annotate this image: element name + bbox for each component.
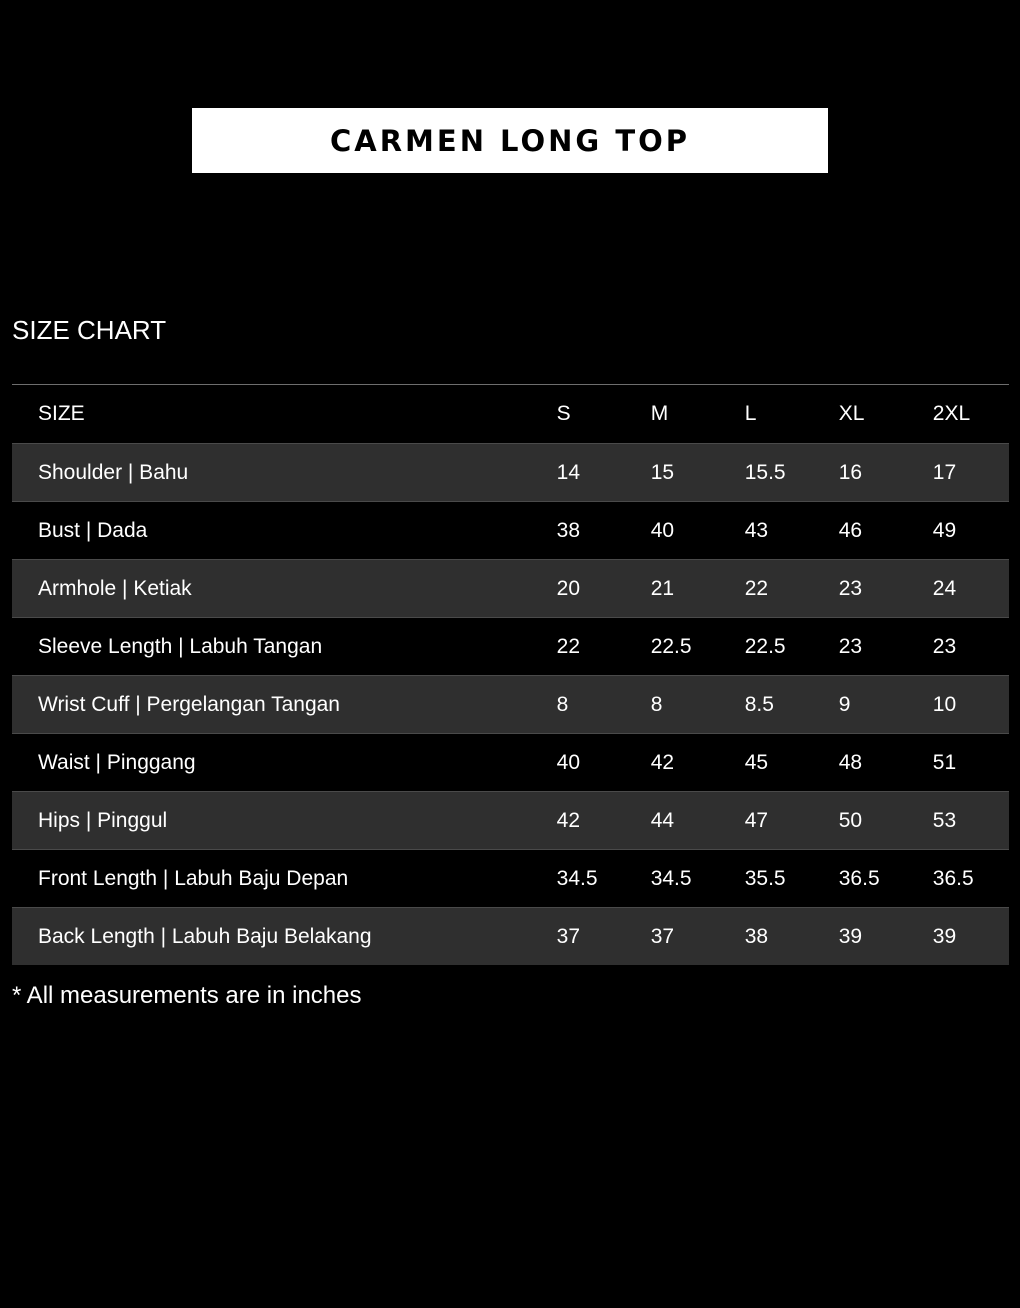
measurement-cell: 22.5 (744, 634, 786, 658)
measurement-cell: 48 (838, 750, 863, 774)
measurement-cell: 36.5 (838, 866, 880, 890)
row-label: Armhole | Ketiak (38, 576, 192, 600)
measurement-cell: 39 (932, 924, 957, 948)
row-label: Wrist Cuff | Pergelangan Tangan (38, 692, 340, 716)
measurement-cell: 44 (650, 808, 675, 832)
measurement-cell: 8 (556, 692, 569, 716)
measurement-cell: 15.5 (744, 460, 786, 484)
measurement-cell: 14 (556, 460, 581, 484)
measurement-cell: 37 (556, 924, 581, 948)
measurement-cell: 23 (838, 634, 863, 658)
header-size: S (556, 402, 571, 425)
measurement-cell: 37 (650, 924, 675, 948)
row-label: Back Length | Labuh Baju Belakang (38, 924, 372, 948)
measurement-cell: 15 (650, 460, 675, 484)
section-heading: SIZE CHART (12, 315, 167, 345)
row-label: Front Length | Labuh Baju Depan (38, 866, 349, 890)
measurement-cell: 36.5 (932, 866, 974, 890)
measurement-cell: 17 (932, 460, 957, 484)
measurement-cell: 22 (744, 576, 769, 600)
table-row (12, 443, 1009, 501)
measurement-cell: 8 (650, 692, 663, 716)
measurement-cell: 46 (838, 518, 863, 542)
measurement-cell: 22 (556, 634, 581, 658)
measurement-cell: 34.5 (650, 866, 692, 890)
row-label: Shoulder | Bahu (38, 460, 189, 484)
header-size: M (650, 402, 669, 425)
measurement-cell: 45 (744, 750, 769, 774)
table-row (12, 617, 1009, 675)
measurement-cell: 51 (932, 750, 957, 774)
measurement-cell: 16 (838, 460, 863, 484)
row-label: Waist | Pinggang (38, 750, 196, 774)
header-label: SIZE (38, 402, 85, 425)
measurement-cell: 43 (744, 518, 769, 542)
table-row (12, 791, 1009, 849)
table-header-row (12, 385, 1009, 443)
row-label: Hips | Pinggul (38, 808, 168, 832)
measurement-cell: 42 (650, 750, 675, 774)
measurement-cell: 9 (838, 692, 851, 716)
measurement-cell: 8.5 (744, 692, 774, 716)
measurement-cell: 23 (932, 634, 957, 658)
measurement-cell: 47 (744, 808, 769, 832)
measurement-cell: 40 (556, 750, 581, 774)
measurement-cell: 40 (650, 518, 675, 542)
measurement-cell: 42 (556, 808, 581, 832)
size-chart-table (12, 384, 1009, 965)
measurement-cell: 20 (556, 576, 581, 600)
measurement-cell: 23 (838, 576, 863, 600)
table-row (12, 849, 1009, 907)
table-row (12, 501, 1009, 559)
measurement-cell: 39 (838, 924, 863, 948)
measurement-cell: 24 (932, 576, 957, 600)
measurement-cell: 21 (650, 576, 675, 600)
measurement-cell: 22.5 (650, 634, 692, 658)
table-row (12, 907, 1009, 965)
measurement-cell: 53 (932, 808, 957, 832)
header-size: XL (838, 402, 865, 425)
header-size: L (744, 402, 757, 425)
row-label: Bust | Dada (38, 518, 148, 542)
title-banner (192, 108, 828, 173)
measurement-cell: 38 (556, 518, 581, 542)
measurement-cell: 38 (744, 924, 769, 948)
measurement-cell: 35.5 (744, 866, 786, 890)
table-row (12, 675, 1009, 733)
measurement-footnote: * All measurements are in inches (12, 982, 362, 1009)
measurement-cell: 49 (932, 518, 957, 542)
row-label: Sleeve Length | Labuh Tangan (38, 634, 323, 658)
table-row (12, 733, 1009, 791)
table-row (12, 559, 1009, 617)
measurement-cell: 10 (932, 692, 957, 716)
measurement-cell: 50 (838, 808, 863, 832)
header-size: 2XL (932, 402, 971, 425)
measurement-cell: 34.5 (556, 866, 598, 890)
page-title: CARMEN LONG TOP (329, 123, 691, 158)
